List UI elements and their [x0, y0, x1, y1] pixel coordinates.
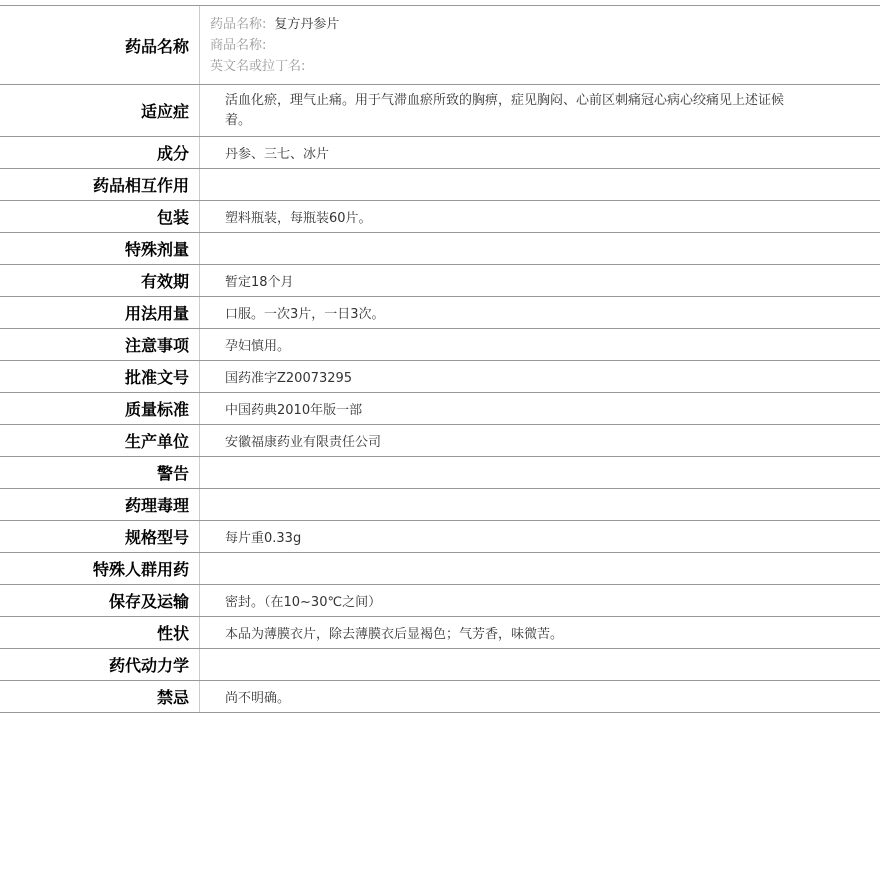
row-special-dosage: [0, 233, 880, 265]
row-value: 安徽福康药业有限责任公司: [225, 435, 382, 450]
drug-names-block: [200, 6, 880, 84]
row-precautions: [0, 329, 880, 361]
row-label: 特殊人群用药: [0, 553, 200, 584]
row-quality-standard: [0, 393, 880, 425]
row-usage-dosage: [0, 297, 880, 329]
row-pharmacokinetics: [0, 649, 880, 681]
row-label: 包装: [0, 201, 200, 232]
row-value: [200, 553, 880, 584]
row-pharmacology-toxicology: [0, 489, 880, 521]
row-label: 适应症: [0, 85, 200, 136]
row-label: 注意事项: [0, 329, 200, 360]
row-value: 中国药典2010年版一部: [225, 403, 363, 418]
row-label: 特殊剂量: [0, 233, 200, 264]
row-value: 塑料瓶装，每瓶装60片。: [225, 211, 372, 226]
row-specification: [0, 521, 880, 553]
row-shelf-life: [0, 265, 880, 297]
row-value: 暂定18个月: [225, 275, 294, 290]
row-value: 丹参、三七、冰片: [225, 147, 330, 162]
row-packaging: [0, 201, 880, 233]
row-ingredients: [0, 137, 880, 169]
row-label: 药品相互作用: [0, 169, 200, 200]
row-value: 本品为薄膜衣片，除去薄膜衣后显褐色；气芳香，味微苦。: [225, 627, 564, 642]
row-value: [200, 233, 880, 264]
row-label: 规格型号: [0, 521, 200, 552]
row-label: 用法用量: [0, 297, 200, 328]
row-label: 性状: [0, 617, 200, 648]
row-description: [0, 617, 880, 649]
row-label: 生产单位: [0, 425, 200, 456]
generic-name-line: [210, 14, 339, 35]
row-label: 药代动力学: [0, 649, 200, 680]
generic-name-value: 复方丹参片: [274, 16, 340, 32]
row-label: 保存及运输: [0, 585, 200, 616]
row-manufacturer: [0, 425, 880, 457]
row-interactions: [0, 169, 880, 201]
row-approval-number: [0, 361, 880, 393]
generic-name-key: 药品名称:: [210, 16, 267, 32]
row-label: 药品名称: [0, 6, 200, 84]
row-value: 密封。（在10~30℃之间）: [225, 595, 382, 610]
row-value: 孕妇慎用。: [225, 339, 291, 354]
trade-name-line: [210, 35, 274, 56]
english-name-key: 英文名或拉丁名:: [210, 58, 306, 74]
row-drug-name: [0, 6, 880, 85]
row-label: 禁忌: [0, 681, 200, 712]
row-value: [200, 169, 880, 200]
row-special-populations: [0, 553, 880, 585]
english-name-line: [210, 56, 313, 77]
drug-spec-table: [0, 5, 880, 713]
row-warning: [0, 457, 880, 489]
row-value: [200, 649, 880, 680]
row-value: 尚不明确。: [225, 691, 291, 706]
row-indication: [0, 85, 880, 137]
row-label: 警告: [0, 457, 200, 488]
row-value: 每片重0.33g: [225, 531, 302, 546]
trade-name-key: 商品名称:: [210, 37, 267, 53]
row-label: 药理毒理: [0, 489, 200, 520]
row-value: 国药准字Z20073295: [225, 371, 353, 386]
row-storage-transport: [0, 585, 880, 617]
row-label: 质量标准: [0, 393, 200, 424]
row-value: 口服。一次3片，一日3次。: [225, 307, 385, 322]
row-label: 有效期: [0, 265, 200, 296]
row-value: 活血化瘀，理气止痛。用于气滞血瘀所致的胸痹，症见胸闷、心前区刺痛冠心病心绞痛见上述证候着。: [225, 93, 785, 128]
row-label: 批准文号: [0, 361, 200, 392]
row-value: [200, 489, 880, 520]
row-value: [200, 457, 880, 488]
row-label: 成分: [0, 137, 200, 168]
row-contraindications: [0, 681, 880, 713]
